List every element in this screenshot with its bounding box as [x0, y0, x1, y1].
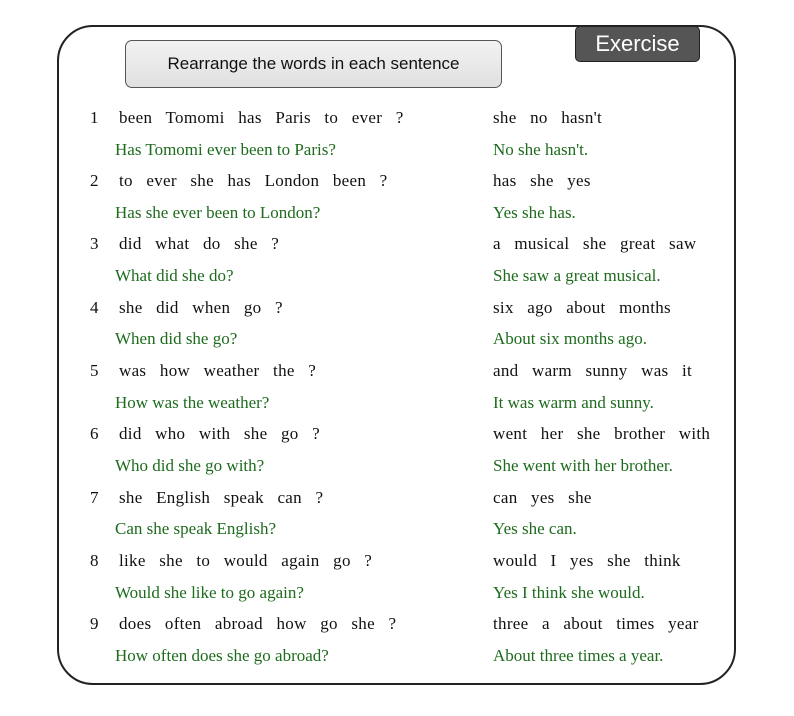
answer-solution: She went with her brother. [493, 456, 673, 475]
question-scrambled: did what do she ? [119, 234, 280, 253]
question-row [0, 614, 794, 644]
question-solution: Has she ever been to London? [115, 203, 321, 222]
question-solution: Who did she go with? [115, 456, 265, 475]
answer-scrambled: a musical she great saw [493, 234, 697, 253]
question-scrambled: she did when go ? [119, 298, 283, 317]
item-number: 3 [90, 234, 99, 253]
item-number: 5 [90, 361, 99, 380]
answer-solution: About six months ago. [493, 329, 647, 348]
item-number: 2 [90, 171, 99, 190]
question-row [0, 551, 794, 581]
item-number: 6 [90, 424, 99, 443]
question-row [0, 424, 794, 454]
item-number: 4 [90, 298, 99, 317]
item-number: 8 [90, 551, 99, 570]
question-scrambled: been Tomomi has Paris to ever ? [119, 108, 404, 127]
answer-row [0, 393, 794, 423]
exercise-badge: Exercise [575, 26, 700, 62]
answer-scrambled: went her she brother with [493, 424, 711, 443]
answer-solution: Yes she can. [493, 519, 577, 538]
question-solution: Has Tomomi ever been to Paris? [115, 140, 336, 159]
item-number: 1 [90, 108, 99, 127]
question-solution: When did she go? [115, 329, 238, 348]
answer-solution: No she hasn't. [493, 140, 589, 159]
question-row [0, 488, 794, 518]
answer-row [0, 519, 794, 549]
question-scrambled: to ever she has London been ? [119, 171, 388, 190]
item-number: 9 [90, 614, 99, 633]
answer-solution: About three times a year. [493, 646, 664, 665]
question-row [0, 298, 794, 328]
answer-row [0, 646, 794, 676]
answer-scrambled: three a about times year [493, 614, 699, 633]
question-solution: Can she speak English? [115, 519, 276, 538]
question-scrambled: does often abroad how go she ? [119, 614, 397, 633]
answer-row [0, 456, 794, 486]
answer-solution: She saw a great musical. [493, 266, 661, 285]
question-row [0, 108, 794, 138]
answer-scrambled: can yes she [493, 488, 592, 507]
question-row [0, 361, 794, 391]
question-solution: Would she like to go again? [115, 583, 304, 602]
answer-scrambled: and warm sunny was it [493, 361, 693, 380]
answer-row [0, 329, 794, 359]
answer-row [0, 140, 794, 170]
item-number: 7 [90, 488, 99, 507]
answer-scrambled: six ago about months [493, 298, 671, 317]
question-scrambled: like she to would again go ? [119, 551, 373, 570]
question-scrambled: did who with she go ? [119, 424, 320, 443]
question-solution: How often does she go abroad? [115, 646, 329, 665]
question-solution: How was the weather? [115, 393, 270, 412]
answer-row [0, 583, 794, 613]
question-row [0, 234, 794, 264]
question-scrambled: was how weather the ? [119, 361, 317, 380]
answer-solution: Yes she has. [493, 203, 576, 222]
question-row [0, 171, 794, 201]
answer-scrambled: would I yes she think [493, 551, 681, 570]
answer-scrambled: has she yes [493, 171, 591, 190]
answer-row [0, 203, 794, 233]
answer-solution: It was warm and sunny. [493, 393, 654, 412]
question-solution: What did she do? [115, 266, 234, 285]
answer-scrambled: she no hasn't [493, 108, 603, 127]
question-scrambled: she English speak can ? [119, 488, 324, 507]
instruction-title: Rearrange the words in each sentence [125, 40, 502, 88]
answer-row [0, 266, 794, 296]
answer-solution: Yes I think she would. [493, 583, 645, 602]
